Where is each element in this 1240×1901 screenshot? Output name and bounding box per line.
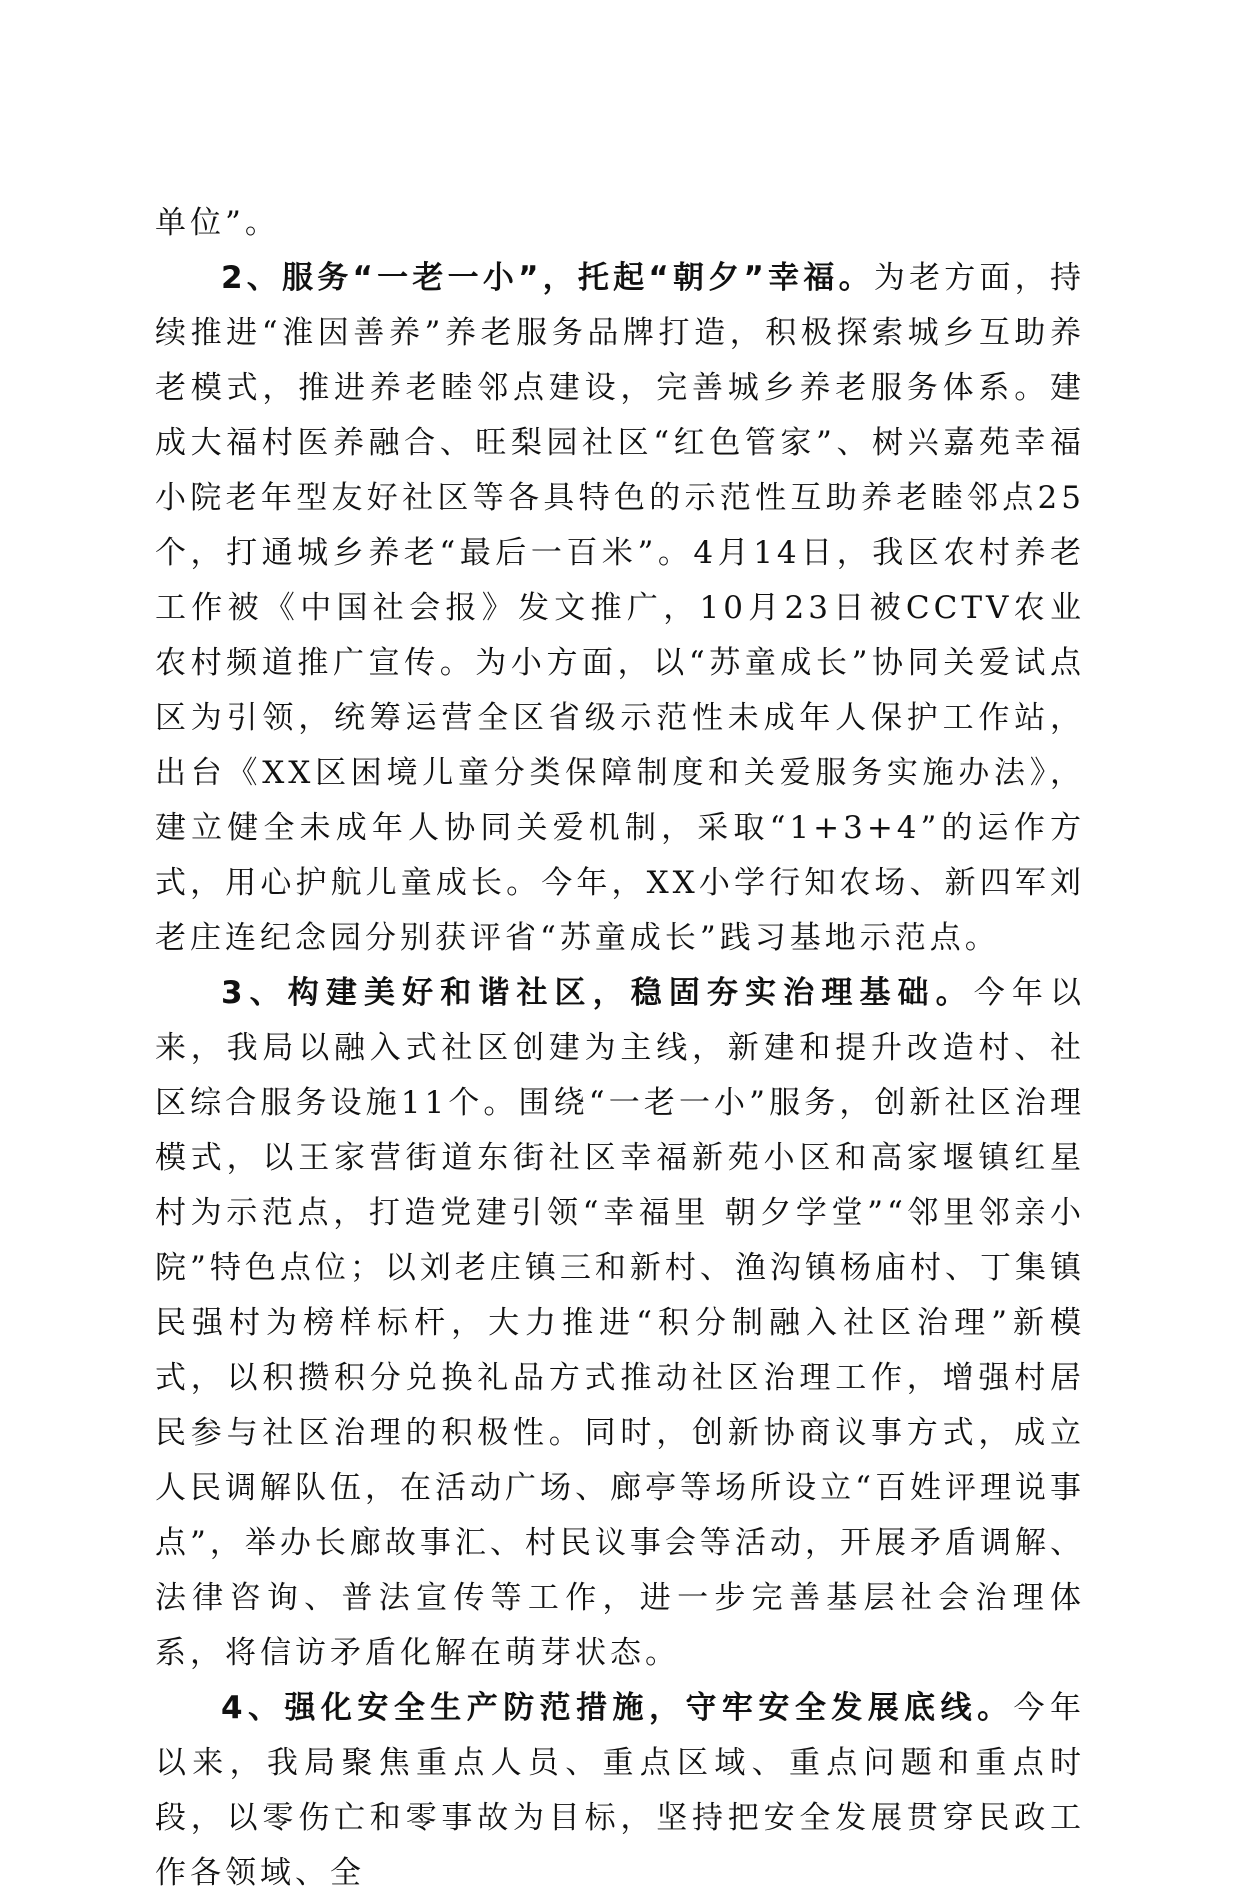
document-body: [155, 196, 1085, 1901]
section-4-heading: 4、强化安全生产防范措施，守牢安全发展底线。: [221, 1690, 1014, 1726]
section-4-body: 今年以来，我局聚焦重点人员、重点区域、重点问题和重点时段，以零伤亡和零事故为目标，坚持把安全发展贯穿民政工作各领域、全: [155, 1690, 1085, 1891]
section-3-body: 今年以来，我局以融入式社区创建为主线，新建和提升改造村、社区综合服务设施11个。围绕“一老一小”服务，创新社区治理模式，以王家营街道东街社区幸福新苑小区和高家堰镇红星村为示范点，打造党建引领“幸福里 朝夕学堂”“邻里邻亲小院”特色点位；以刘老庄镇三和新村、渔沟镇杨庙村、丁集镇民强村为榜样标杆，大力推进“积分制融入社区治理”新模式，以积攒积分兑换礼品方式推动社区治理工作，增强村居民参与社区治理的积极性。同时，创新协商议事方式，成立人民调解队伍，在活动广场、廊亭等场所设立“百姓评理说事点”，举办长廊故事汇、村民议事会等活动，开展矛盾调解、法律咨询、普法宣传等工作，进一步完善基层社会治理体系，将信访矛盾化解在萌芽状态。: [155, 975, 1086, 1671]
continuation-paragraph: 单位”。: [155, 205, 280, 241]
section-3-paragraph: [155, 966, 1085, 1681]
section-3-heading: 3、构建美好和谐社区，稳固夯实治理基础。: [221, 975, 974, 1011]
section-2-heading: 2、服务“一老一小”，托起“朝夕”幸福。: [221, 260, 874, 296]
section-2-paragraph: [155, 251, 1085, 966]
section-2-body: 为老方面，持续推进“淮因善养”养老服务品牌打造，积极探索城乡互助养老模式，推进养老睦邻点建设，完善城乡养老服务体系。建成大福村医养融合、旺梨园社区“红色管家”、树兴嘉苑幸福小院老年型友好社区等各具特色的示范性互助养老睦邻点25个，打通城乡养老“最后一百米”。4月14日，我区农村养老工作被《中国社会报》发文推广，10月23日被CCTV农业农村频道推广宣传。为小方面，以“苏童成长”协同关爱试点区为引领，统筹运营全区省级示范性未成年人保护工作站，出台《XX区困境儿童分类保障制度和关爱服务实施办法》，建立健全未成年人协同关爱机制，采取“1+3+4”的运作方式，用心护航儿童成长。今年，XX小学行知农场、新四军刘老庄连纪念园分别获评省“苏童成长”践习基地示范点。: [155, 260, 1085, 956]
section-4-paragraph: [155, 1681, 1085, 1901]
